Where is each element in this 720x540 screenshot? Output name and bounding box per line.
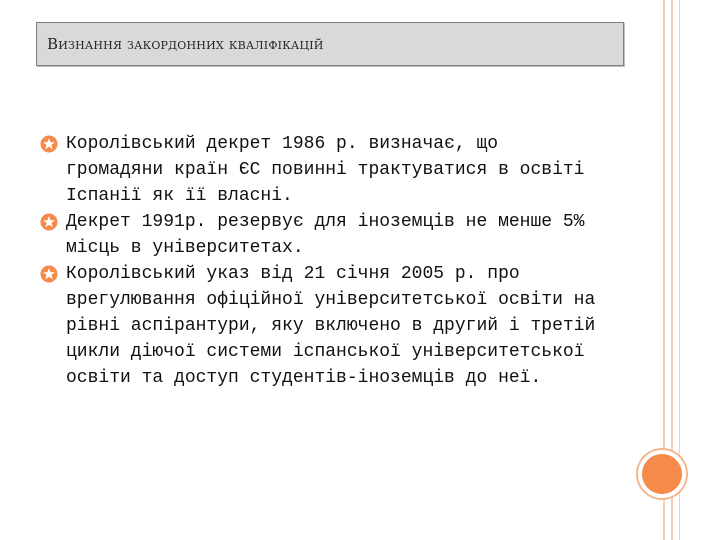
bullet-item xyxy=(40,261,600,391)
slide-title: Визнання закордонних кваліфікацій xyxy=(47,35,324,53)
bullet-text: Королівський декрет 1986 р. визначає, що громадяни країн ЄС повинні трактуватися в освіті Іспанії як її власні. xyxy=(66,134,585,206)
title-box xyxy=(36,22,624,66)
bullet-item xyxy=(40,209,600,261)
bullet-text: Декрет 1991р. резервує для іноземців не менше 5% місць в університетах. xyxy=(66,212,585,258)
bullet-text: Королівський указ від 21 січня 2005 р. про врегулювання офіційної університетської освіти на рівні аспірантури, яку включено в другий і третій цикли діючої системи іспанської університетської освіти та доступ студентів-іноземців до неї. xyxy=(66,264,596,388)
star-bullet-icon xyxy=(40,265,58,283)
bullet-list xyxy=(40,131,600,391)
star-bullet-icon xyxy=(40,213,58,231)
decorative-circle xyxy=(638,450,686,498)
star-bullet-icon xyxy=(40,135,58,153)
bullet-item xyxy=(40,131,600,209)
